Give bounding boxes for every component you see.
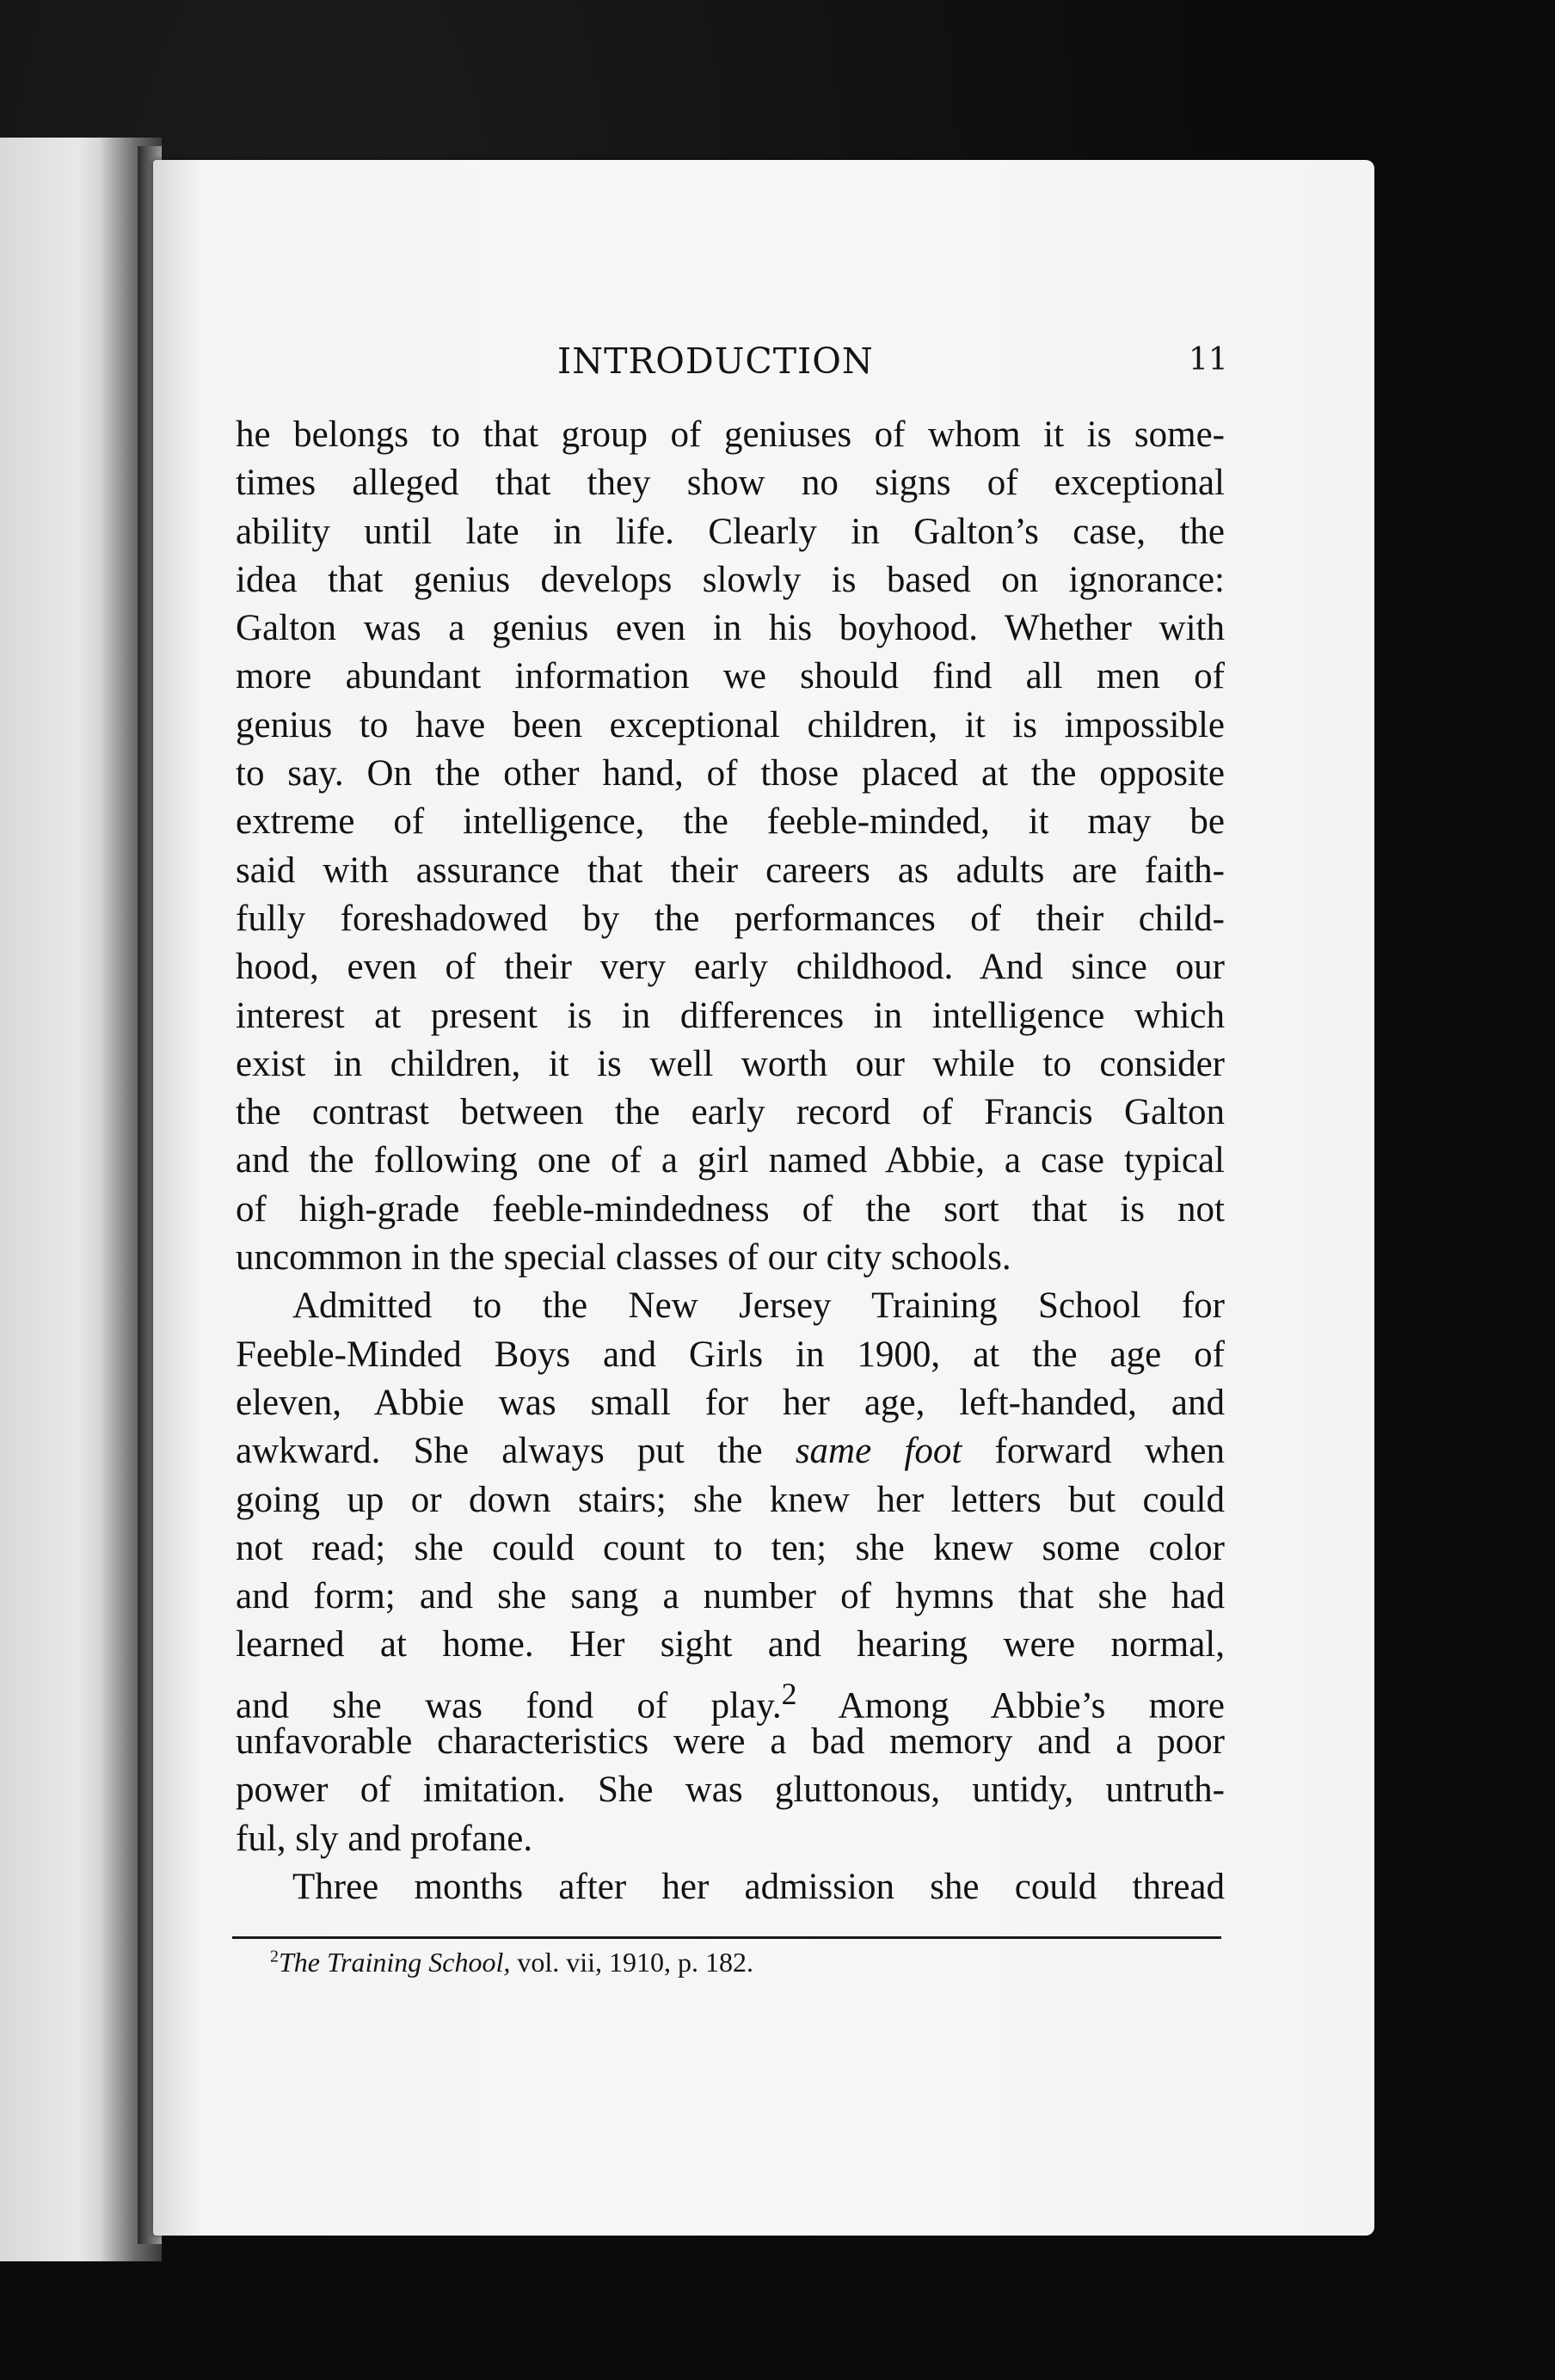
text-line: to say. On the other hand, of those placed at the opposite [236, 753, 1225, 794]
text-line: fully foreshadowed by the performances of their child- [236, 898, 1225, 939]
text-line: going up or down stairs; she knew her letters but could [236, 1479, 1225, 1520]
running-head [153, 340, 1374, 401]
text-line: idea that genius develops slowly is based on ignorance: [236, 559, 1225, 600]
running-title: INTRODUCTION [557, 340, 874, 382]
footnote-reference: 2 [781, 1676, 797, 1711]
text-line: and the following one of a girl named Abbie, a case typical [236, 1140, 1225, 1181]
footnote-title: The Training School, [279, 1947, 511, 1978]
text-fragment: forward when [962, 1431, 1225, 1472]
text-line-italic [236, 1427, 1225, 1475]
text-line: Feeble-Minded Boys and Girls in 1900, at the age of [236, 1334, 1225, 1375]
text-line: hood, even of their very early childhood. And since our [236, 947, 1225, 988]
text-fragment: and she was fond of play. [236, 1685, 782, 1727]
footnote-marker: 2 [270, 1947, 279, 1966]
text-line: times alleged that they show no signs of exceptional [236, 463, 1225, 504]
text-fragment: Among Abbie’s more [796, 1685, 1225, 1727]
book-page [153, 160, 1374, 2236]
text-line: interest at present is in differences in intelligence which [236, 995, 1225, 1036]
text-line: ability until late in life. Clearly in Galton’s case, the [236, 511, 1225, 552]
paragraph-start-line: Three months after her admission she could thread [292, 1866, 1225, 1907]
text-line: genius to have been exceptional children, it is impossible [236, 704, 1225, 745]
text-line: eleven, Abbie was small for her age, left-handed, and [236, 1382, 1225, 1423]
text-line: learned at home. Her sight and hearing were normal, [236, 1624, 1225, 1665]
text-line: Galton was a genius even in his boyhood. Whether with [236, 608, 1225, 649]
text-line: and form; and she sang a number of hymns that she had [236, 1576, 1225, 1617]
text-line: extreme of intelligence, the feeble-minded, it may be [236, 801, 1225, 843]
text-line: the contrast between the early record of Francis Galton [236, 1092, 1225, 1133]
page-number: 11 [1189, 342, 1228, 377]
text-line: said with assurance that their careers as adults are faith- [236, 850, 1225, 891]
text-line: unfavorable characteristics were a bad memory and a poor [236, 1721, 1225, 1763]
text-fragment: awkward. She always put the [236, 1431, 796, 1472]
text-line-footnote-ref [236, 1670, 1225, 1727]
text-line: power of imitation. She was gluttonous, untidy, untruth- [236, 1770, 1225, 1811]
italic-phrase: same foot [795, 1431, 962, 1472]
paragraph-end-line: uncommon in the special classes of our city schools. [236, 1237, 1011, 1279]
footnote-citation: vol. vii, 1910, p. 182. [510, 1947, 754, 1978]
body-text [236, 411, 1225, 1911]
paragraph-start-line: Admitted to the New Jersey Training School for [292, 1285, 1225, 1327]
text-line: he belongs to that group of geniuses of whom it is some- [236, 414, 1225, 455]
footnote [270, 1947, 753, 1978]
text-line: exist in children, it is well worth our while to consider [236, 1043, 1225, 1084]
footnote-rule [232, 1936, 1221, 1939]
text-line: of high-grade feeble-mindedness of the sort that is not [236, 1188, 1225, 1230]
text-line: more abundant information we should find all men of [236, 656, 1225, 697]
paragraph-end-line: ful, sly and profane. [236, 1818, 533, 1859]
text-line: not read; she could count to ten; she knew some color [236, 1527, 1225, 1568]
